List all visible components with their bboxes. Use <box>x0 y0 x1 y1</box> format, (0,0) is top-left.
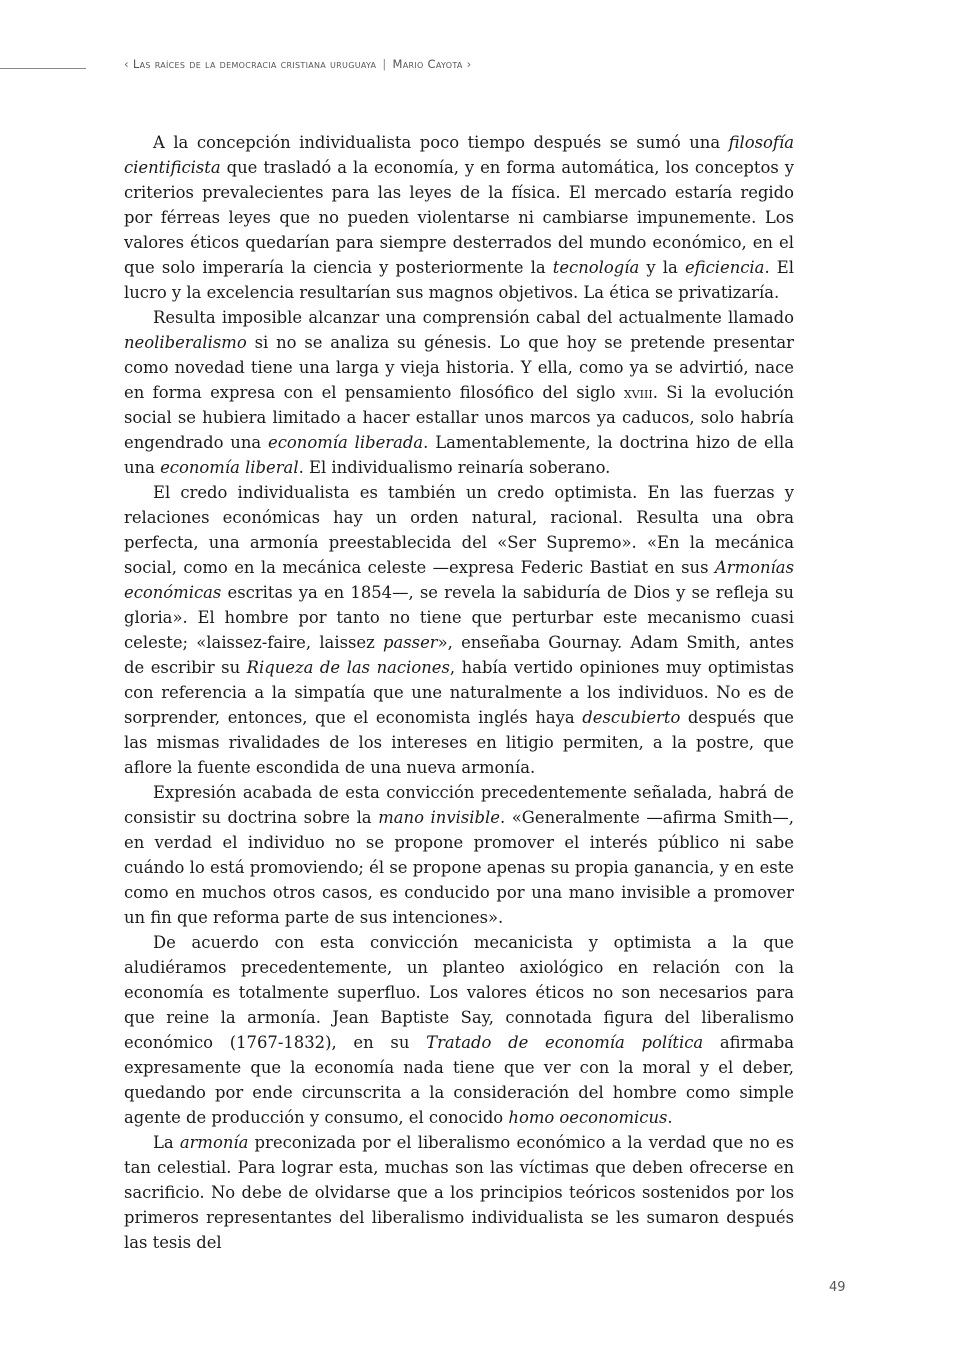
text-run: », enseñaba Gournay. Adam Smith, antes de escribir su <box>124 633 794 677</box>
text-run: . El individualismo reinaría soberano. <box>298 458 611 477</box>
body-text <box>124 130 794 1255</box>
text-run: preconizada por el liberalismo económico a la verdad que no es tan celestial. Para lograr esta, muchas son las víctimas que deben ofrecerse en sacrificio. No debe de olvidarse que a los principios teóricos sostenidos por los primeros representantes del liberalismo individualista se les sumaron después las tesis del <box>124 1133 794 1252</box>
header-rule <box>0 68 86 69</box>
text-run: Expresión acabada de esta convicción precedentemente señalada, habrá de consistir su doctrina sobre la <box>124 783 794 827</box>
text-run: Resulta imposible alcanzar una comprensión cabal del actualmente llamado <box>153 308 794 327</box>
author-name: Mario Cayota <box>392 57 463 71</box>
text-run: , había vertido opiniones muy optimistas con referencia a la simpatía que une naturalmente a los individuos. No es de sorprender, entonces, que el economista inglés haya <box>124 658 794 727</box>
close-mark: › <box>466 57 472 71</box>
text-run: escritas ya en 1854—, se revela la sabiduría de Dios y se refleja su gloria». El hombre por tanto no tiene que perturbar este mecanismo cuasi celeste; «laissez-faire, laissez <box>124 583 794 652</box>
paragraph <box>124 480 794 780</box>
italic-text: eficiencia <box>684 258 765 277</box>
text-run: . El lucro y la excelencia resultarían sus magnos objetivos. La ética se privatizaría. <box>124 258 795 302</box>
text-run: y la <box>639 258 685 277</box>
text-run: después que las mismas rivalidades de los intereses en litigio permiten, a la postre, que aflore la fuente escondida de una nueva armonía. <box>124 708 794 777</box>
header-separator: | <box>382 57 387 71</box>
text-run: . <box>667 1108 673 1127</box>
italic-text: descubierto <box>582 708 681 727</box>
paragraph <box>124 1130 794 1255</box>
italic-text: armonía <box>179 1133 249 1152</box>
italic-text: Armonías económicas <box>124 558 794 602</box>
text-run: si no se analiza su génesis. Lo que hoy se pretende presentar como novedad tiene una larga y vieja historia. Y ella, como ya se advirtió, nace en forma expresa con el pensamiento filosófico del siglo <box>124 333 794 402</box>
text-run: . Lamentablemente, la doctrina hizo de ella una <box>124 433 794 477</box>
small-caps-text: xviii <box>623 383 653 402</box>
italic-text: Riqueza de las naciones <box>246 658 450 677</box>
paragraph <box>124 930 794 1130</box>
paragraph <box>124 130 794 305</box>
paragraph <box>124 780 794 930</box>
italic-text: mano invisible <box>378 808 500 827</box>
italic-text: filosofía cientificista <box>124 133 794 177</box>
italic-text: homo oeconomicus <box>508 1108 668 1127</box>
open-mark: ‹ <box>124 57 129 71</box>
running-head <box>124 57 472 71</box>
page-number: 49 <box>829 1280 846 1295</box>
italic-text: neoliberalismo <box>124 333 247 352</box>
italic-text: passer <box>382 633 438 652</box>
italic-text: economía liberal <box>160 458 299 477</box>
italic-text: Tratado de economía política <box>426 1033 704 1052</box>
text-run: El credo individualista es también un credo optimista. En las fuerzas y relaciones económicas hay un orden natural, racional. Resulta una obra perfecta, una armonía preestablecida del «Ser Supremo». «En la mecánica social, como en la mecánica celeste —expresa Federic Bastiat en sus <box>124 483 794 577</box>
text-run: La <box>153 1133 180 1152</box>
text-run: . «Generalmente —afirma Smith—, en verdad el individuo no se propone promover el interés público ni sabe cuándo lo está promoviendo; él se propone apenas su propia ganancia, y en este como en muchos otros casos, es conducido por una mano invisible a promover un fin que reforma parte de sus intenciones». <box>124 808 794 927</box>
text-run: De acuerdo con esta convicción mecanicista y optimista a la que aludiéramos precedentemente, un planteo axiológico en relación con la economía es totalmente superfluo. Los valores éticos no son necesarios para que reine la armonía. Jean Baptiste Say, connotada figura del liberalismo económico (1767-1832), en su <box>124 933 794 1052</box>
text-run: afirmaba expresamente que la economía nada tiene que ver con la moral y el deber, quedando por ende circunscrita a la consideración del hombre como simple agente de producción y consumo, el conocido <box>124 1033 795 1127</box>
book-title: Las raíces de la democracia cristiana uruguaya <box>132 57 377 71</box>
paragraph <box>124 305 794 480</box>
italic-text: economía liberada <box>268 433 424 452</box>
italic-text: tecnología <box>552 258 640 277</box>
text-run: A la concepción individualista poco tiempo después se sumó una <box>153 133 729 152</box>
text-run: . Si la evolución social se hubiera limitado a hacer estallar unos marcos ya caducos, solo habría engendrado una <box>124 383 794 452</box>
text-run: que trasladó a la economía, y en forma automática, los conceptos y criterios prevalecientes para las leyes de la física. El mercado estaría regido por férreas leyes que no pueden violentarse ni cambiarse impunemente. Los valores éticos quedarían para siempre desterrados del mundo económico, en el que solo imperaría la ciencia y posteriormente la <box>124 158 794 277</box>
